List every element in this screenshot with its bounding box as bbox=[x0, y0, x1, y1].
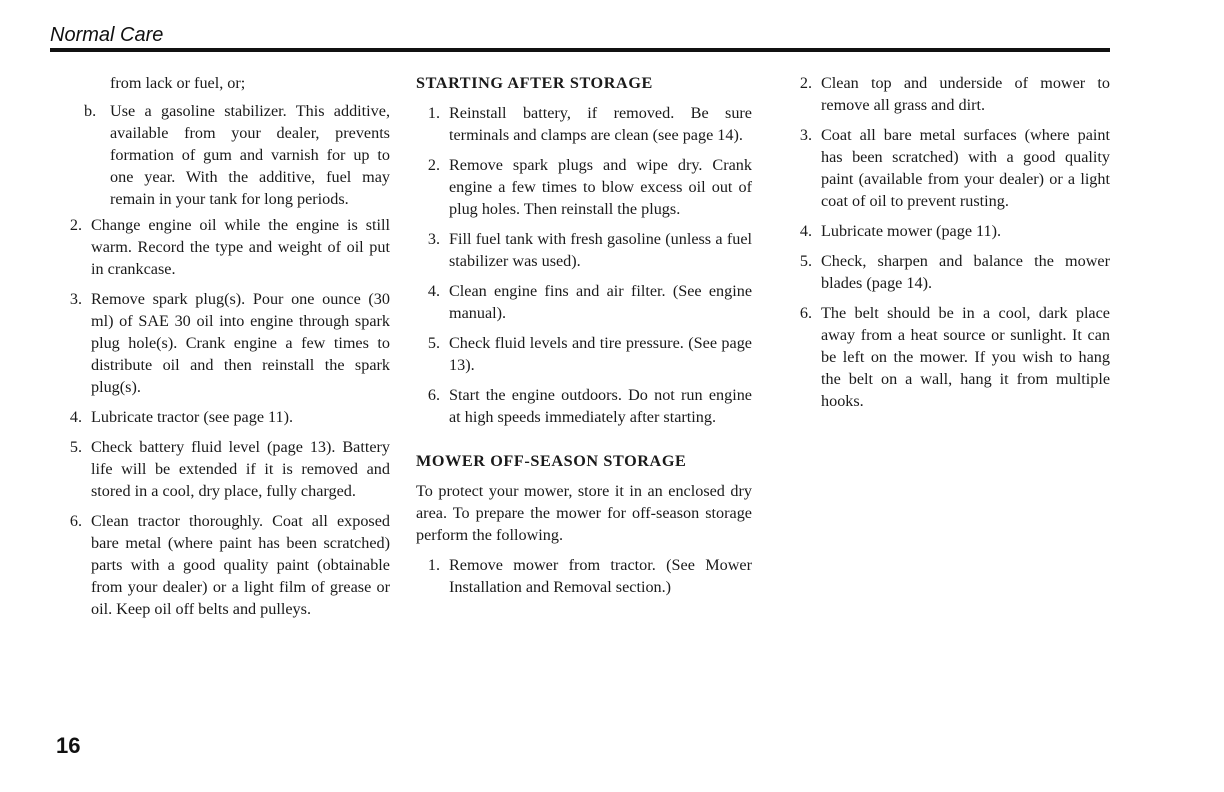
list-item-number: 2. bbox=[799, 74, 812, 92]
list-item-text: Coat all bare metal surfaces (where paint has been scratched) with a good quality paint (available from your dealer) or a light coat of oil to prevent rusting. bbox=[821, 126, 1110, 210]
list-item-number: 3. bbox=[799, 126, 812, 144]
list-item-number: 1. bbox=[427, 556, 440, 574]
list-item-text: Remove spark plug(s). Pour one ounce (30 ml) of SAE 30 oil into engine through spark plug hole(s). Crank engine a few times to distribute oil and then reinstall the spark plug(s). bbox=[91, 290, 390, 396]
list-item-number: 6. bbox=[69, 512, 82, 530]
header-rule bbox=[50, 48, 1110, 52]
sub-item-text: Use a gasoline stabilizer. This additive, available from your dealer, prevents formation of gum and varnish for up to one year. With the additive, fuel may remain in your tank for long periods. bbox=[110, 102, 390, 208]
list-item-text: Remove mower from tractor. (See Mower Installation and Removal section.) bbox=[449, 556, 752, 596]
list-item-text: Fill fuel tank with fresh gasoline (unless a fuel stabilizer was used). bbox=[449, 230, 752, 270]
left-column bbox=[58, 72, 390, 628]
list-item bbox=[416, 280, 752, 324]
list-item-text: The belt should be in a cool, dark place away from a heat source or sunlight. It can be left on the mower. If you wish to hang the belt on a wall, hang it from multiple hooks. bbox=[821, 304, 1110, 410]
continuation-text: from lack or fuel, or; bbox=[110, 74, 246, 92]
list-item-text: Reinstall battery, if removed. Be sure terminals and clamps are clean (see page 14). bbox=[449, 104, 752, 144]
list-item-text: Clean tractor thoroughly. Coat all exposed bare metal (where paint has been scratched) parts with a good quality paint (obtainable from your dealer) or a light film of grease or oil. Keep oil off belts and pulleys. bbox=[91, 512, 390, 618]
list-item-number: 1. bbox=[427, 104, 440, 122]
list-item-number: 5. bbox=[799, 252, 812, 270]
list-item bbox=[788, 220, 1110, 242]
list-item bbox=[788, 302, 1110, 412]
list-item-text: Check, sharpen and balance the mower blades (page 14). bbox=[821, 252, 1110, 292]
list-item-number: 3. bbox=[69, 290, 82, 308]
mower-intro-paragraph: To protect your mower, store it in an enclosed dry area. To prepare the mower for off-season storage perform the following. bbox=[416, 482, 752, 544]
list-item bbox=[788, 124, 1110, 212]
list-item-text: Lubricate mower (page 11). bbox=[821, 222, 1002, 240]
list-item bbox=[788, 250, 1110, 294]
section-heading-starting: STARTING AFTER STORAGE bbox=[416, 74, 653, 92]
list-item-text: Check fluid levels and tire pressure. (See page 13). bbox=[449, 334, 752, 374]
list-item-number: 3. bbox=[427, 230, 440, 248]
list-item bbox=[416, 384, 752, 428]
list-item-number: 5. bbox=[427, 334, 440, 352]
list-item bbox=[58, 214, 390, 280]
list-item bbox=[416, 154, 752, 220]
list-item-text: Check battery fluid level (page 13). Battery life will be extended if it is removed and stored in a cool, dry place, fully charged. bbox=[91, 438, 390, 500]
list-item bbox=[416, 228, 752, 272]
middle-column bbox=[416, 72, 752, 606]
list-item-text: Start the engine outdoors. Do not run engine at high speeds immediately after starting. bbox=[449, 386, 752, 426]
page-number: 16 bbox=[56, 733, 81, 758]
page-header-title: Normal Care bbox=[50, 24, 164, 46]
sub-item-b bbox=[58, 100, 390, 210]
sub-item-marker: b. bbox=[84, 102, 97, 120]
right-column bbox=[788, 72, 1110, 420]
section-heading-mower-storage: MOWER OFF-SEASON STORAGE bbox=[416, 452, 687, 470]
list-item bbox=[58, 406, 390, 428]
list-item-text: Remove spark plugs and wipe dry. Crank engine a few times to blow excess oil out of plug holes. Then reinstall the plugs. bbox=[449, 156, 752, 218]
list-item-number: 6. bbox=[427, 386, 440, 404]
list-item bbox=[58, 510, 390, 620]
list-item-number: 4. bbox=[799, 222, 812, 240]
list-item-number: 4. bbox=[427, 282, 440, 300]
list-item bbox=[416, 554, 752, 598]
list-item bbox=[788, 72, 1110, 116]
list-item-text: Change engine oil while the engine is still warm. Record the type and weight of oil put in crankcase. bbox=[91, 216, 390, 278]
list-item bbox=[58, 436, 390, 502]
list-item-text: Lubricate tractor (see page 11). bbox=[91, 408, 294, 426]
list-item bbox=[416, 332, 752, 376]
list-item-number: 2. bbox=[69, 216, 82, 234]
list-item-text: Clean engine fins and air filter. (See engine manual). bbox=[449, 282, 752, 322]
list-item-number: 5. bbox=[69, 438, 82, 456]
list-item-text: Clean top and underside of mower to remove all grass and dirt. bbox=[821, 74, 1110, 114]
list-item-number: 4. bbox=[69, 408, 82, 426]
list-item-number: 2. bbox=[427, 156, 440, 174]
list-item bbox=[416, 102, 752, 146]
list-item-number: 6. bbox=[799, 304, 812, 322]
list-item bbox=[58, 288, 390, 398]
